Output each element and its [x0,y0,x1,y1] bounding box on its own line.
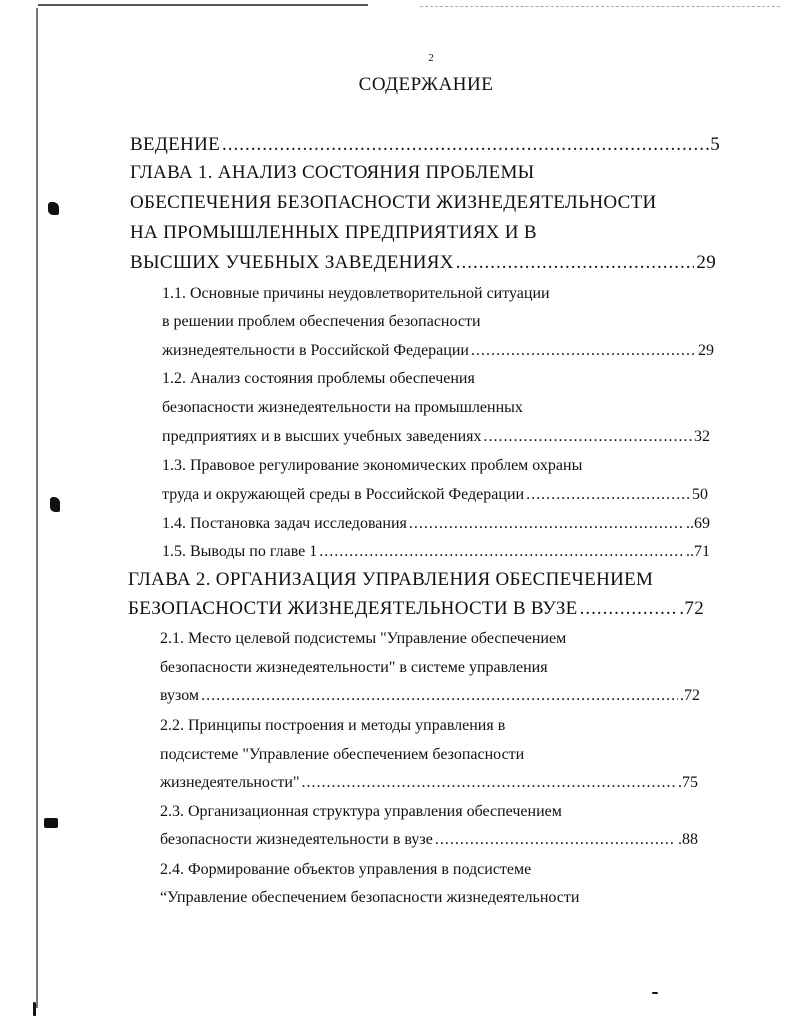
toc-entry-text: вузом [160,687,200,704]
toc-entry-1-2 [162,428,710,446]
toc-entry-text: 2.2. Принципы построения и методы управления в [160,717,506,734]
toc-entry-page: .5 [705,134,720,155]
toc-entry-page: 29 [696,252,716,273]
toc-entry-text: труда и окружающей среды в Российской Федерации [162,486,525,503]
scan-border-top [38,4,368,6]
toc-entry-text: 1.2. Анализ состояния проблемы обеспечения [162,370,475,387]
toc-entry-text: 1.1. Основные причины неудовлетворительной ситуации [162,285,550,302]
toc-entry-2-3 [160,831,698,849]
dot-leader [302,774,676,792]
toc-entry-text: ВЕДЕНИЕ [130,134,220,155]
toc-entry-1-4 [162,515,710,533]
toc-entry-chapter-2 [128,598,704,620]
toc-entry-text: НА ПРОМЫШЛЕННЫХ ПРЕДПРИЯТИЯХ И В [130,222,537,243]
toc-entry-1-3 [162,486,708,504]
toc-entry-1-1 [162,342,714,360]
scan-speck [652,992,658,994]
dot-leader [471,342,696,360]
scan-speck [44,818,58,828]
toc-entry-text: подсистеме "Управление обеспечением безопасности [160,746,525,763]
toc-entry-text: в решении проблем обеспечения безопасности [162,313,481,330]
scan-border-top-right [420,6,780,7]
dot-leader [526,486,690,504]
toc-entry-text: безопасности жизнедеятельности в вузе [160,831,433,848]
toc-entry-page: ..71 [686,543,710,560]
toc-entry-text: жизнедеятельности в Российской Федерации [162,342,469,359]
toc-entry-chapter-1 [130,252,716,274]
toc-entry-text: “Управление обеспечением безопасности жизнедеятельности [160,889,580,906]
toc-entry-text: 2.1. Место целевой подсистемы "Управление обеспечением [160,630,567,647]
dot-leader [409,515,684,533]
toc-entry-text: ГЛАВА 1. АНАЛИЗ СОСТОЯНИЯ ПРОБЛЕМЫ [130,162,535,183]
dot-leader [319,543,684,561]
toc-entry-text: БЕЗОПАСНОСТИ ЖИЗНЕДЕЯТЕЛЬНОСТИ В ВУЗЕ [128,598,578,619]
toc-entry-text: 1.5. Выводы по главе 1 [162,543,318,560]
toc-entry-text: безопасности жизнедеятельности" в системе управления [160,659,548,676]
toc-entry-text: ОБЕСПЕЧЕНИЯ БЕЗОПАСНОСТИ ЖИЗНЕДЕЯТЕЛЬНОСТИ [130,192,657,213]
scan-border-left [36,8,38,1008]
scan-speck [50,497,60,512]
dot-leader [222,134,703,156]
toc-entry-2-2 [160,774,698,792]
scan-speck [48,202,59,215]
toc-entry-text: 2.4. Формирование объектов управления в подсистеме [160,861,532,878]
page-title: СОДЕРЖАНИЕ [358,74,494,95]
scan-speck [33,1002,36,1016]
toc-entry-text: жизнедеятельности" [160,774,300,791]
toc-entry-page: .88 [678,831,698,848]
toc-entry-page: 50 [692,486,708,503]
toc-entry-page: .72 [680,687,700,704]
toc-entry-1-5 [162,543,710,561]
dot-leader [484,428,693,446]
toc-entry-text: безопасности жизнедеятельности на промышленных [162,399,523,416]
toc-entry-text: предприятиях и в высших учебных заведениях [162,428,482,445]
toc-entry-2-1 [160,687,700,705]
dot-leader [580,598,678,620]
dot-leader [456,252,695,274]
toc-entry-page: ..69 [686,515,710,532]
dot-leader [201,687,678,705]
page-number: 2 [428,52,434,64]
toc-entry-text: ВЫСШИХ УЧЕБНЫХ ЗАВЕДЕНИЯХ [130,252,454,273]
toc-entry-text: ГЛАВА 2. ОРГАНИЗАЦИЯ УПРАВЛЕНИЯ ОБЕСПЕЧЕНИЕМ [128,569,654,590]
dot-leader [435,831,676,849]
toc-entry-page: 32 [694,428,710,445]
toc-entry-intro [130,134,720,156]
toc-entry-text: 1.3. Правовое регулирование экономических проблем охраны [162,457,583,474]
toc-entry-page: .75 [678,774,698,791]
toc-entry-page: 29 [698,342,714,359]
toc-entry-text: 2.3. Организационная структура управления обеспечением [160,803,562,820]
toc-entry-text: 1.4. Постановка задач исследования [162,515,407,532]
toc-entry-page: .72 [679,598,704,619]
